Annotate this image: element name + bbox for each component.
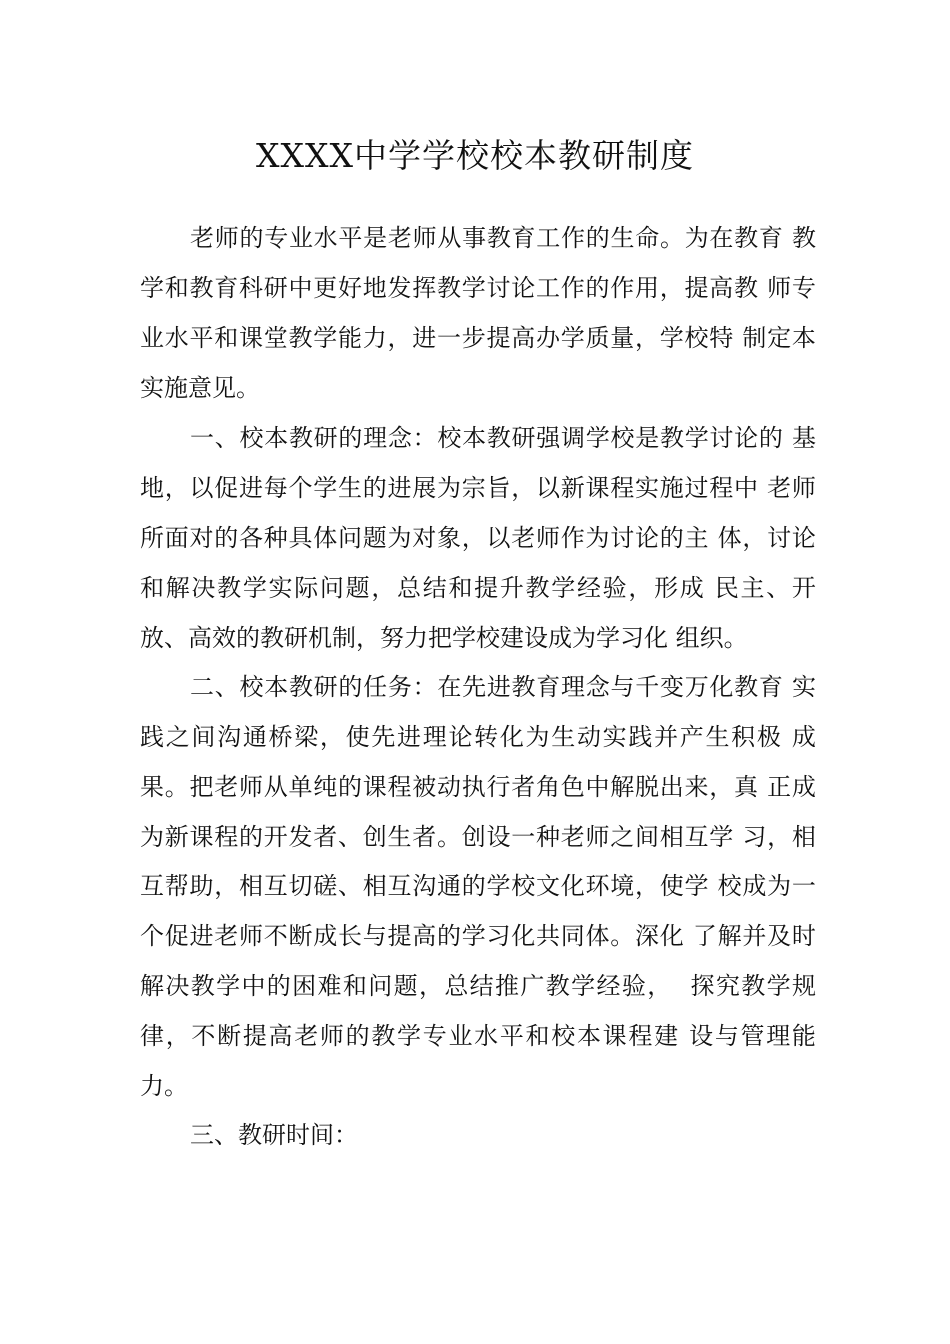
paragraph-line: 为 新 课 程 的 开 发 者 、 创 生 者 。 创 设 一 种 老 师 之 间 相 互 学 习 ， 相 bbox=[140, 823, 816, 851]
section-heading: 三、教研时间： bbox=[190, 1121, 358, 1149]
paragraph-line: 放、高效的教研机制，努力把学校建设成为学习化 组织。 bbox=[140, 624, 748, 652]
paragraph-line: 践 之 间 沟 通 桥 梁 ， 使 先 进 理 论 转 化 为 生 动 实 践 并 产 生 积 极 成 bbox=[140, 723, 816, 751]
document-title: XXXX中学学校校本教研制度 bbox=[256, 136, 694, 175]
paragraph-line: 解 决 教 学 中 的 困 难 和 问 题 ， 总 结 推 广 教 学 经 验 ， 探 究 教 学 规 bbox=[140, 972, 816, 1000]
paragraph-line: 学 和 教 育 科 研 中 更 好 地 发 挥 教 学 讨 论 工 作 的 作 用 ， 提 高 教 师 专 bbox=[140, 274, 816, 302]
paragraph-line: 果 。 把 老 师 从 单 纯 的 课 程 被 动 执 行 者 角 色 中 解 脱 出 来 ， 真 正 成 bbox=[140, 773, 816, 801]
paragraph-line: 个 促 进 老 师 不 断 成 长 与 提 高 的 学 习 化 共 同 体 。 深 化 了 解 并 及 时 bbox=[140, 922, 816, 950]
paragraph-line: 互 帮 助 ， 相 互 切 磋 、 相 互 沟 通 的 学 校 文 化 环 境 ， 使 学 校 成 为 一 bbox=[140, 872, 816, 900]
paragraph-line: 一 、 校 本 教 研 的 理 念 ： 校 本 教 研 强 调 学 校 是 教 学 讨 论 的 基 bbox=[190, 424, 816, 452]
paragraph-line: 律 ， 不 断 提 高 老 师 的 教 学 专 业 水 平 和 校 本 课 程 建 设 与 管 理 能 bbox=[140, 1022, 816, 1050]
paragraph-line: 地 ， 以 促 进 每 个 学 生 的 进 展 为 宗 旨 ， 以 新 课 程 实 施 过 程 中 老 师 bbox=[140, 474, 816, 502]
paragraph-line: 老 师 的 专 业 水 平 是 老 师 从 事 教 育 工 作 的 生 命 。 为 在 教 育 教 bbox=[190, 224, 816, 252]
paragraph-line: 业 水 平 和 课 堂 教 学 能 力 ， 进 一 步 提 高 办 学 质 量 ， 学 校 特 制 定 本 bbox=[140, 324, 816, 352]
paragraph-line: 和 解 决 教 学 实 际 问 题 ， 总 结 和 提 升 教 学 经 验 ， 形 成 民 主 、 开 bbox=[140, 574, 816, 602]
paragraph-line: 二 、 校 本 教 研 的 任 务 ： 在 先 进 教 育 理 念 与 千 变 万 化 教 育 实 bbox=[190, 673, 816, 701]
paragraph-line: 所 面 对 的 各 种 具 体 问 题 为 对 象 ， 以 老 师 作 为 讨 论 的 主 体 ， 讨 论 bbox=[140, 524, 816, 552]
paragraph-line: 力。 bbox=[140, 1072, 188, 1100]
paragraph-line: 实施意见。 bbox=[140, 374, 260, 402]
